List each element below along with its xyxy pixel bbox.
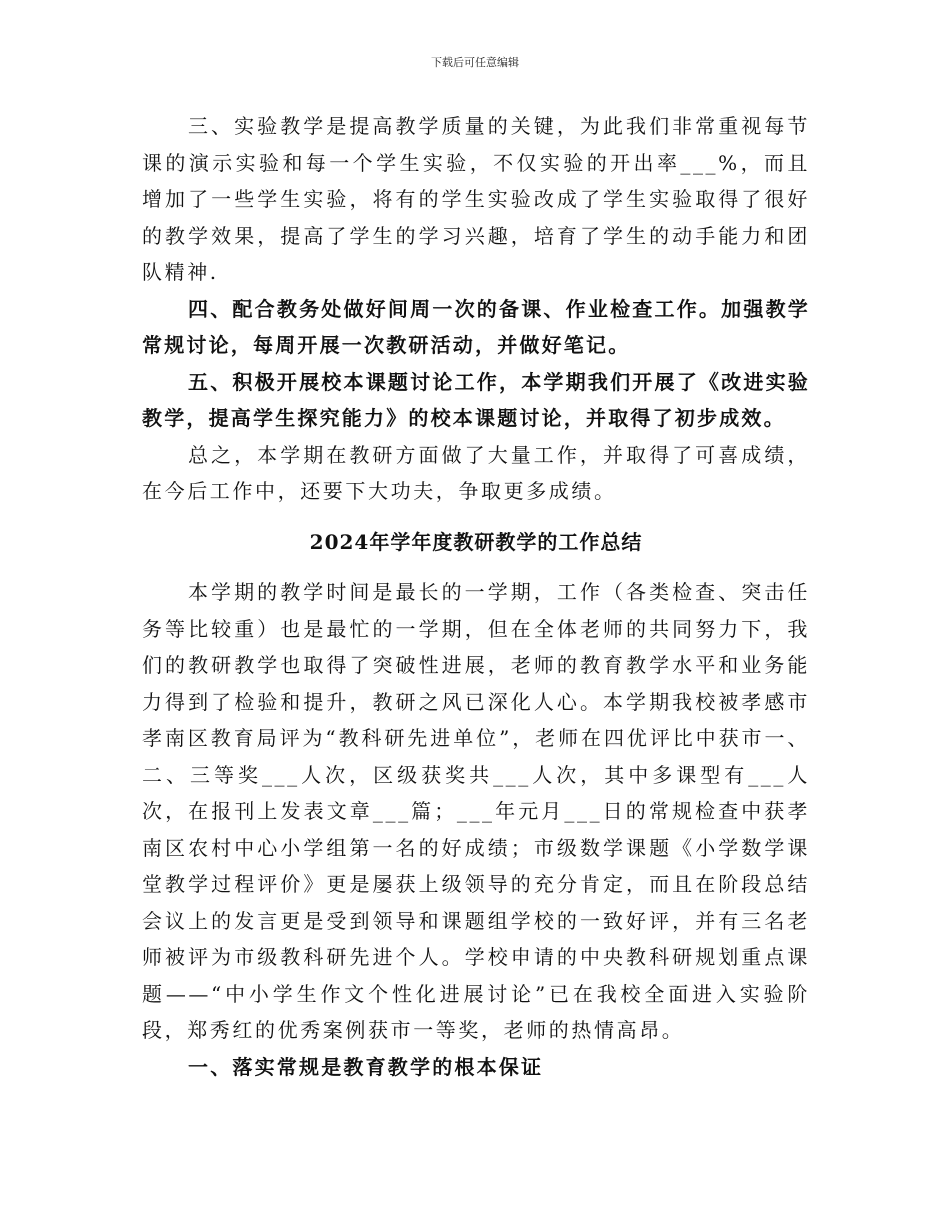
paragraph-summary: 总之，本学期在教研方面做了大量工作，并取得了可喜成绩，在今后工作中，还要下大功夫，争取更多成绩。 — [142, 442, 810, 503]
heading-routine-guarantee: 一、落实常规是教育教学的根本保证 — [188, 1054, 544, 1079]
page-header: 下载后可任意编辑 — [431, 56, 519, 69]
paragraph-lesson-prep-check: 四、配合教务处做好间周一次的备课、作业检查工作。加强教学常规讨论，每周开展一次教研活动，并做好笔记。 — [142, 296, 810, 357]
paragraph-semester-intro: 本学期的教学时间是最长的一学期，工作（各类检查、突击任务等比较重）也是最忙的一学期，但在全体老师的共同努力下，我们的教研教学也取得了突破性进展，老师的教育教学水平和业务能力得到了检验和提升，教研之风已深化人心。本学期我校被孝感市孝南区教育局评为“教科研先进单位”，老师在四优评比中获市一、二、三等奖___人次，区级获奖共___人次，其中多课型有___人次，在报刊上发表文章___篇；___年元月___日的常规检查中获孝南区农村中心小学组第一名的好成绩；市级数学课题《小学数学课堂教学过程评价》更是屡获上级领导的充分肯定，而且在阶段总结会议上的发言更是受到领导和课题组学校的一致好评，并有三名老师被评为市级教科研先进个人。学校申请的中央教科研规划重点课题——“中小学生作文个性化进展讨论”已在我校全面进入实验阶段，郑秀红的优秀案例获市一等奖，老师的热情高昂。 — [142, 580, 810, 1042]
section-title: 2024年学年度教研教学的工作总结 — [309, 529, 643, 554]
document-body — [142, 108, 810, 1085]
paragraph-experiment-teaching: 三、实验教学是提高教学质量的关键，为此我们非常重视每节课的演示实验和每一个学生实验，不仅实验的开出率___%，而且增加了一些学生实验，将有的学生实验改成了学生实验取得了很好的教学效果，提高了学生的学习兴趣，培育了学生的动手能力和团队精神. — [142, 114, 810, 284]
paragraph-school-research: 五、积极开展校本课题讨论工作，本学期我们开展了《改进实验教学，提高学生探究能力》的校本课题讨论，并取得了初步成效。 — [142, 369, 810, 430]
